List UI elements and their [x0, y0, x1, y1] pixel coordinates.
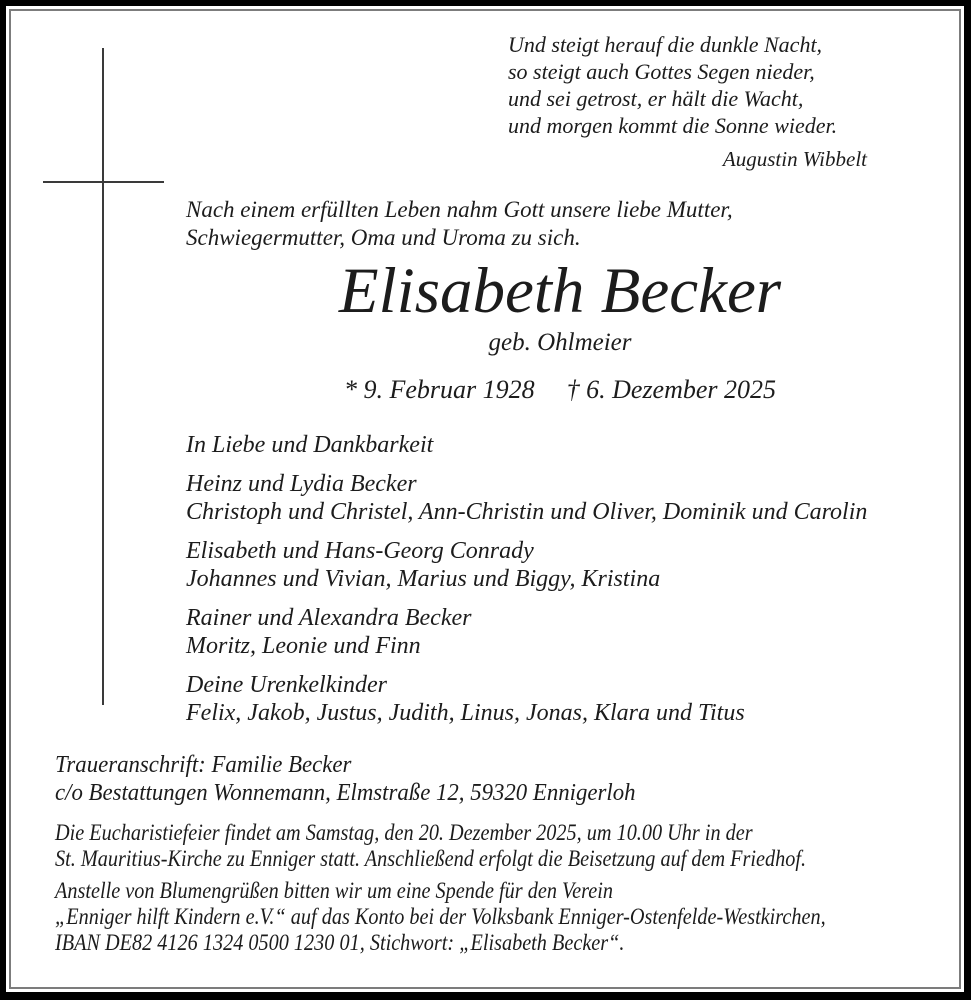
donation-info — [55, 878, 826, 956]
cross-vertical-bar — [102, 48, 104, 705]
mourning-address — [55, 751, 636, 807]
mourner-group — [186, 537, 867, 593]
poem-line: und sei getrost, er hält die Wacht, — [508, 86, 804, 111]
maiden-name: geb. Ohlmeier — [488, 329, 632, 356]
mourner-group — [186, 470, 867, 526]
intro-line: Nach einem erfüllten Leben nahm Gott unsere liebe Mutter, — [186, 197, 733, 222]
cross-horizontal-bar — [43, 181, 164, 183]
donation-line: Anstelle von Blumengrüßen bitten wir um eine Spende für den Verein — [55, 878, 613, 903]
intro-line: Schwiegermutter, Oma und Uroma zu sich. — [186, 225, 581, 250]
mourner-line: Heinz und Lydia Becker — [186, 471, 417, 497]
death-date: † 6. Dezember 2025 — [566, 375, 777, 404]
address-line: Traueranschrift: Familie Becker — [55, 752, 352, 778]
birth-date: * 9. Februar 1928 — [343, 375, 535, 404]
mourner-line: Rainer und Alexandra Becker — [186, 605, 472, 631]
poem — [508, 31, 837, 139]
poem-attribution: Augustin Wibbelt — [722, 147, 867, 171]
mourner-line: Moritz, Leonie und Finn — [186, 633, 421, 659]
service-line: Die Eucharistiefeier findet am Samstag, den 20. Dezember 2025, um 10.00 Uhr in der — [55, 820, 753, 845]
life-dates — [190, 376, 930, 404]
poem-line: so steigt auch Gottes Segen nieder, — [508, 59, 815, 84]
mourners-lead: In Liebe und Dankbarkeit — [186, 432, 434, 458]
mourner-line: Felix, Jakob, Justus, Judith, Linus, Jonas, Klara und Titus — [186, 700, 745, 726]
mourner-group — [186, 604, 867, 660]
donation-line: IBAN DE82 4126 1324 0500 1230 01, Stichwort: „Elisabeth Becker“. — [55, 930, 625, 955]
mourner-line: Johannes und Vivian, Marius und Biggy, Kristina — [186, 566, 661, 592]
service-info — [55, 820, 806, 872]
address-line: c/o Bestattungen Wonnemann, Elmstraße 12, 59320 Ennigerloh — [55, 780, 636, 806]
poem-line: Und steigt herauf die dunkle Nacht, — [508, 32, 823, 57]
service-line: St. Mauritius-Kirche zu Enniger statt. Anschließend erfolgt die Beisetzung auf dem Friedhof. — [55, 846, 807, 871]
mourner-group — [186, 671, 867, 727]
deceased-name: Elisabeth Becker — [338, 255, 782, 327]
mourner-line: Christoph und Christel, Ann-Christin und Oliver, Dominik und Carolin — [186, 499, 868, 525]
mourner-line: Elisabeth und Hans-Georg Conrady — [186, 538, 534, 564]
mourner-line: Deine Urenkelkinder — [186, 672, 388, 698]
poem-line: und morgen kommt die Sonne wieder. — [508, 113, 838, 138]
intro-text — [186, 196, 733, 252]
donation-line: „Enniger hilft Kindern e.V.“ auf das Konto bei der Volksbank Enniger-Ostenfelde-Westkirchen, — [55, 904, 826, 929]
mourners-list — [186, 431, 867, 738]
